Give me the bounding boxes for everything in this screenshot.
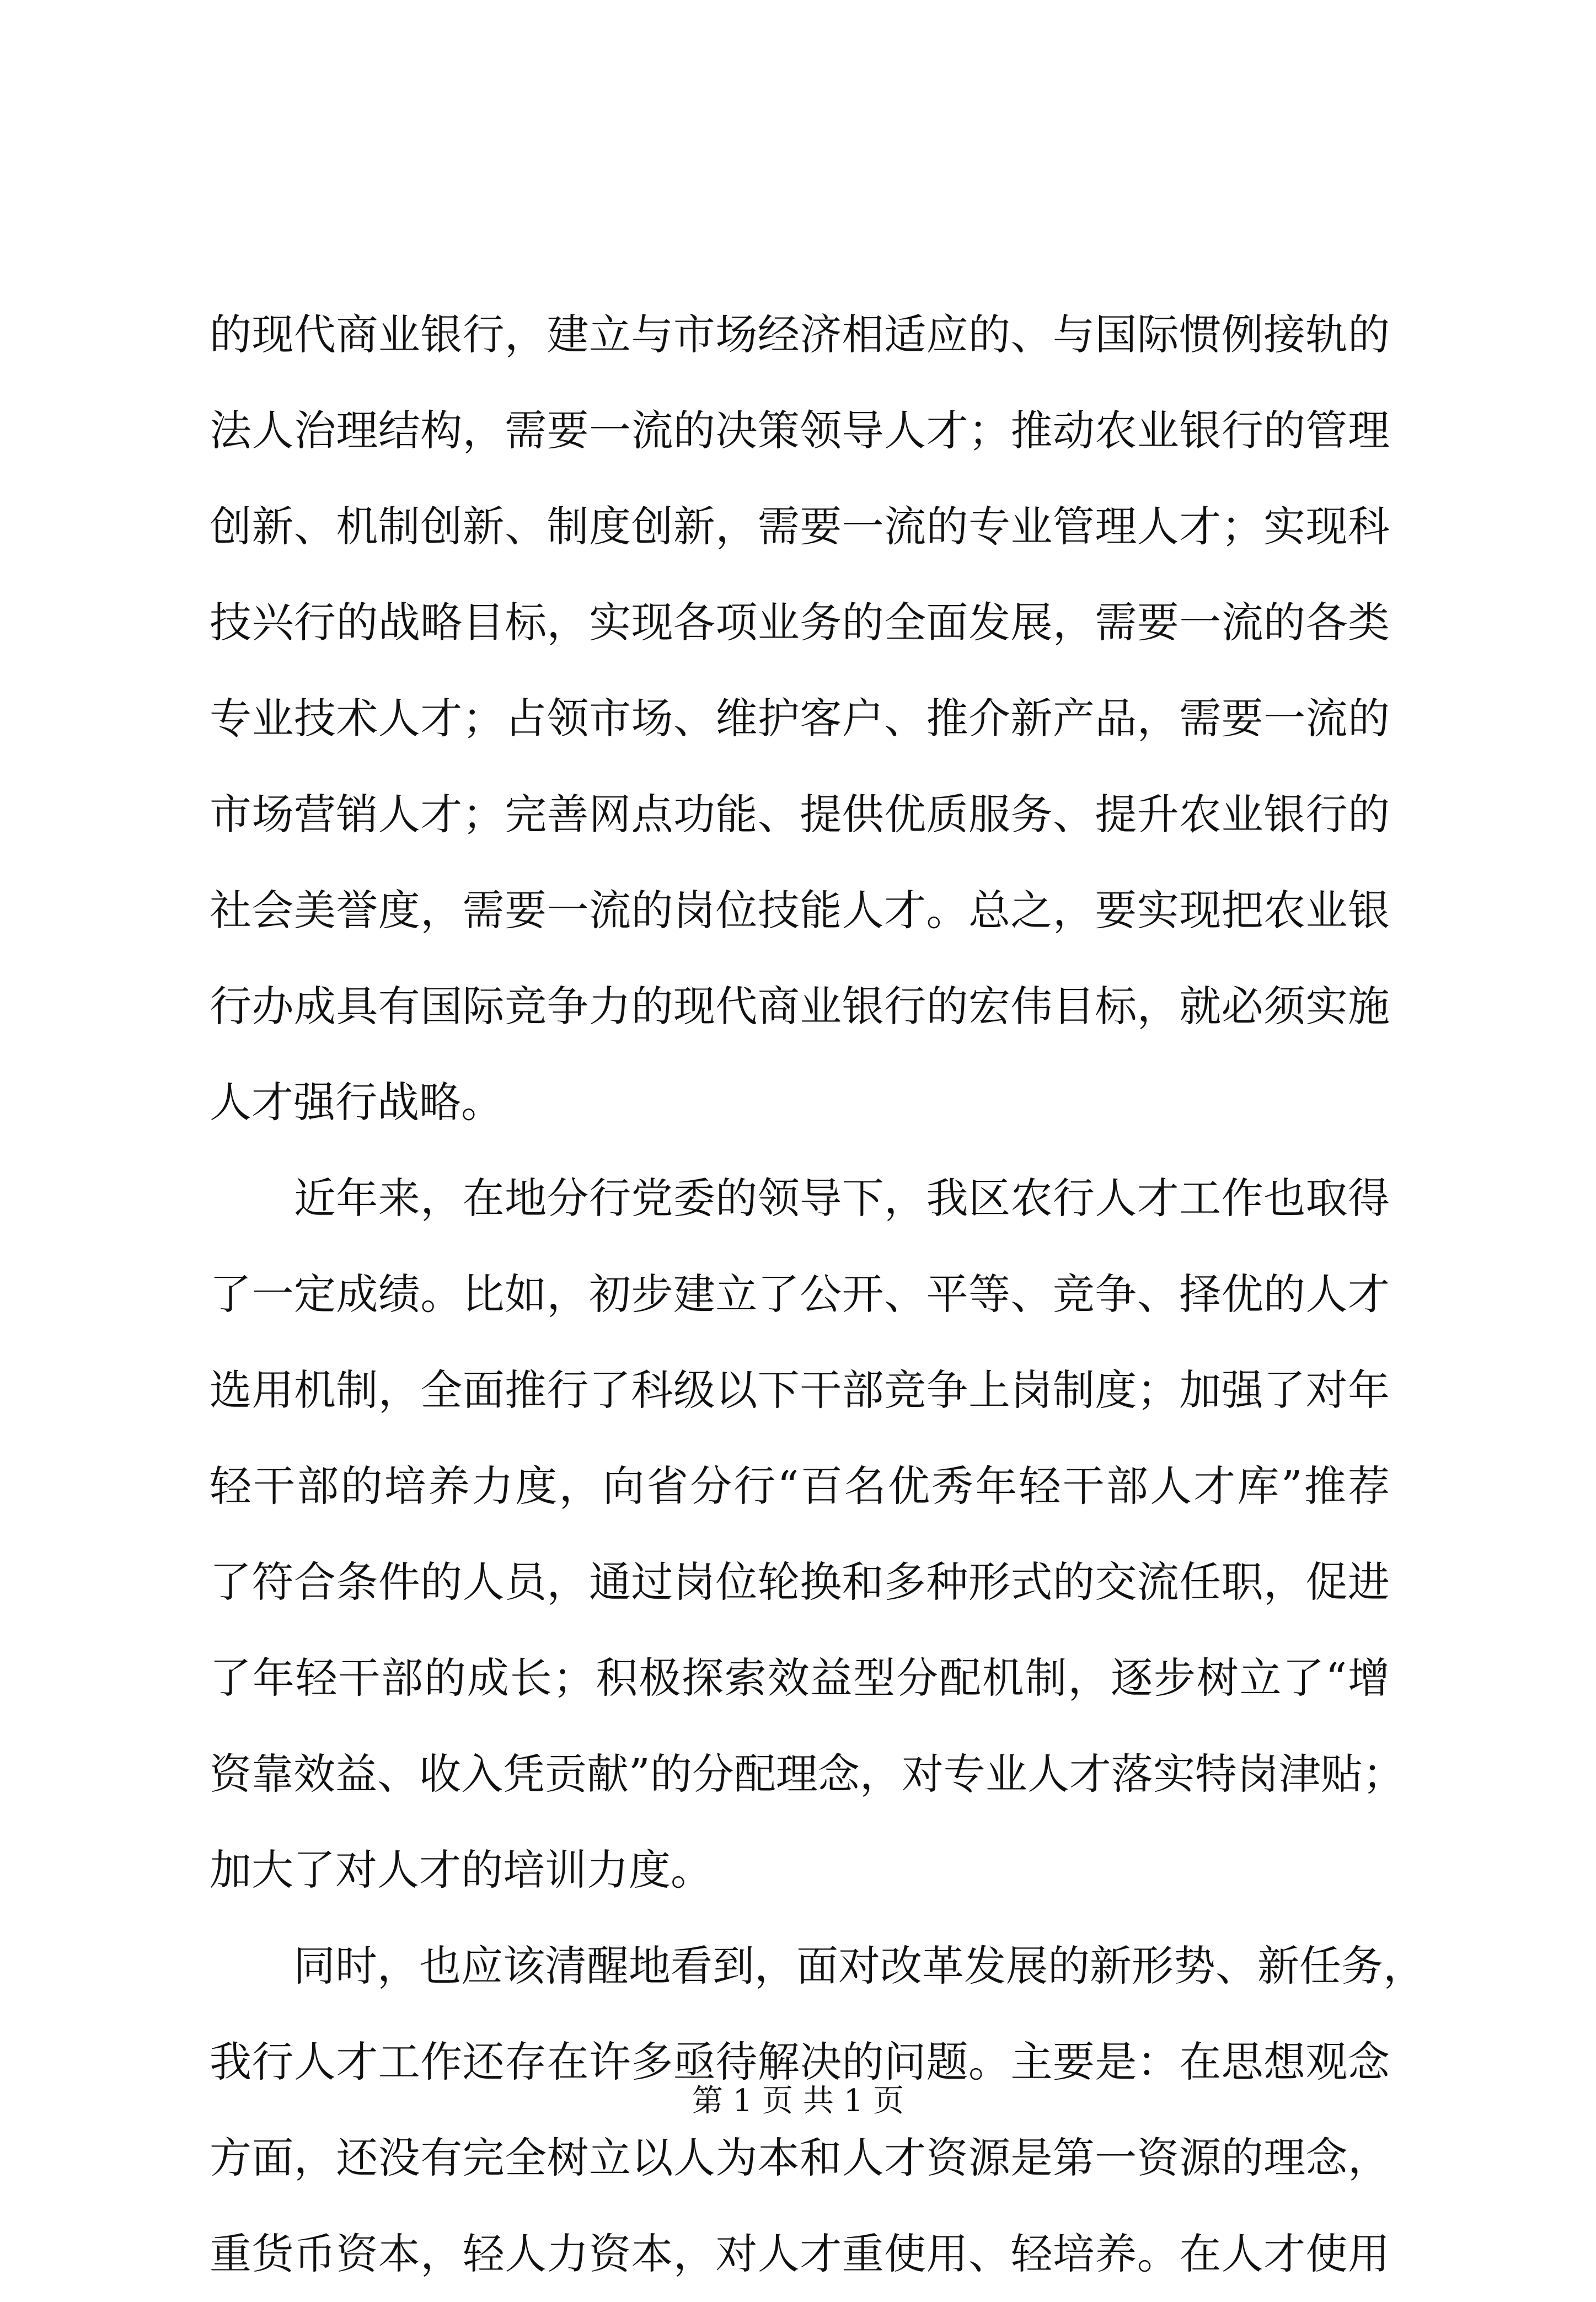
text-line: 了年轻干部的成长；积极探索效益型分配机制，逐步树立了“增 xyxy=(210,1653,1390,1703)
text-line: 重货币资本，轻人力资本，对人才重使用、轻培养。在人才使用 xyxy=(210,2229,1390,2278)
text-line: 选用机制，全面推行了科级以下干部竞争上岗制度；加强了对年 xyxy=(210,1366,1390,1415)
text-line: 法人治理结构，需要一流的决策领导人才；推动农业银行的管理 xyxy=(210,406,1390,455)
text-line: 近年来，在地分行党委的领导下，我区农行人才工作也取得 xyxy=(210,1174,1390,1223)
text-line: 了一定成绩。比如，初步建立了公开、平等、竞争、择优的人才 xyxy=(210,1270,1390,1319)
text-line: 人才强行战略。 xyxy=(210,1078,503,1127)
text-line: 方面，还没有完全树立以人为本和人才资源是第一资源的理念， xyxy=(210,2133,1390,2182)
text-line: 了符合条件的人员，通过岗位轮换和多种形式的交流任职，促进 xyxy=(210,1557,1390,1607)
text-line: 技兴行的战略目标，实现各项业务的全面发展，需要一流的各类 xyxy=(210,598,1390,647)
text-line: 同时，也应该清醒地看到，面对改革发展的新形势、新任务， xyxy=(210,1941,1425,1990)
text-line: 专业技术人才；占领市场、维护客户、推介新产品，需要一流的 xyxy=(210,694,1390,743)
body-text xyxy=(210,287,1425,2302)
text-line: 资靠效益、收入凭贡献”的分配理念，对专业人才落实特岗津贴； xyxy=(210,1749,1405,1798)
text-line: 市场营销人才；完善网点功能、提供优质服务、提升农业银行的 xyxy=(210,790,1390,839)
text-line: 社会美誉度，需要一流的岗位技能人才。总之，要实现把农业银 xyxy=(210,886,1390,935)
text-line: 轻干部的培养力度，向省分行“百名优秀年轻干部人才库”推荐 xyxy=(210,1461,1390,1511)
text-line: 创新、机制创新、制度创新，需要一流的专业管理人才；实现科 xyxy=(210,502,1390,551)
text-line: 的现代商业银行，建立与市场经济相适应的、与国际惯例接轨的 xyxy=(210,310,1390,359)
text-line: 行办成具有国际竞争力的现代商业银行的宏伟目标，就必须实施 xyxy=(210,982,1390,1031)
text-line: 我行人才工作还存在许多亟待解决的问题。主要是：在思想观念 xyxy=(210,2037,1390,2086)
text-line: 加大了对人才的培训力度。 xyxy=(210,1845,713,1894)
page-footer: 第 1 页 共 1 页 xyxy=(692,2083,904,2119)
